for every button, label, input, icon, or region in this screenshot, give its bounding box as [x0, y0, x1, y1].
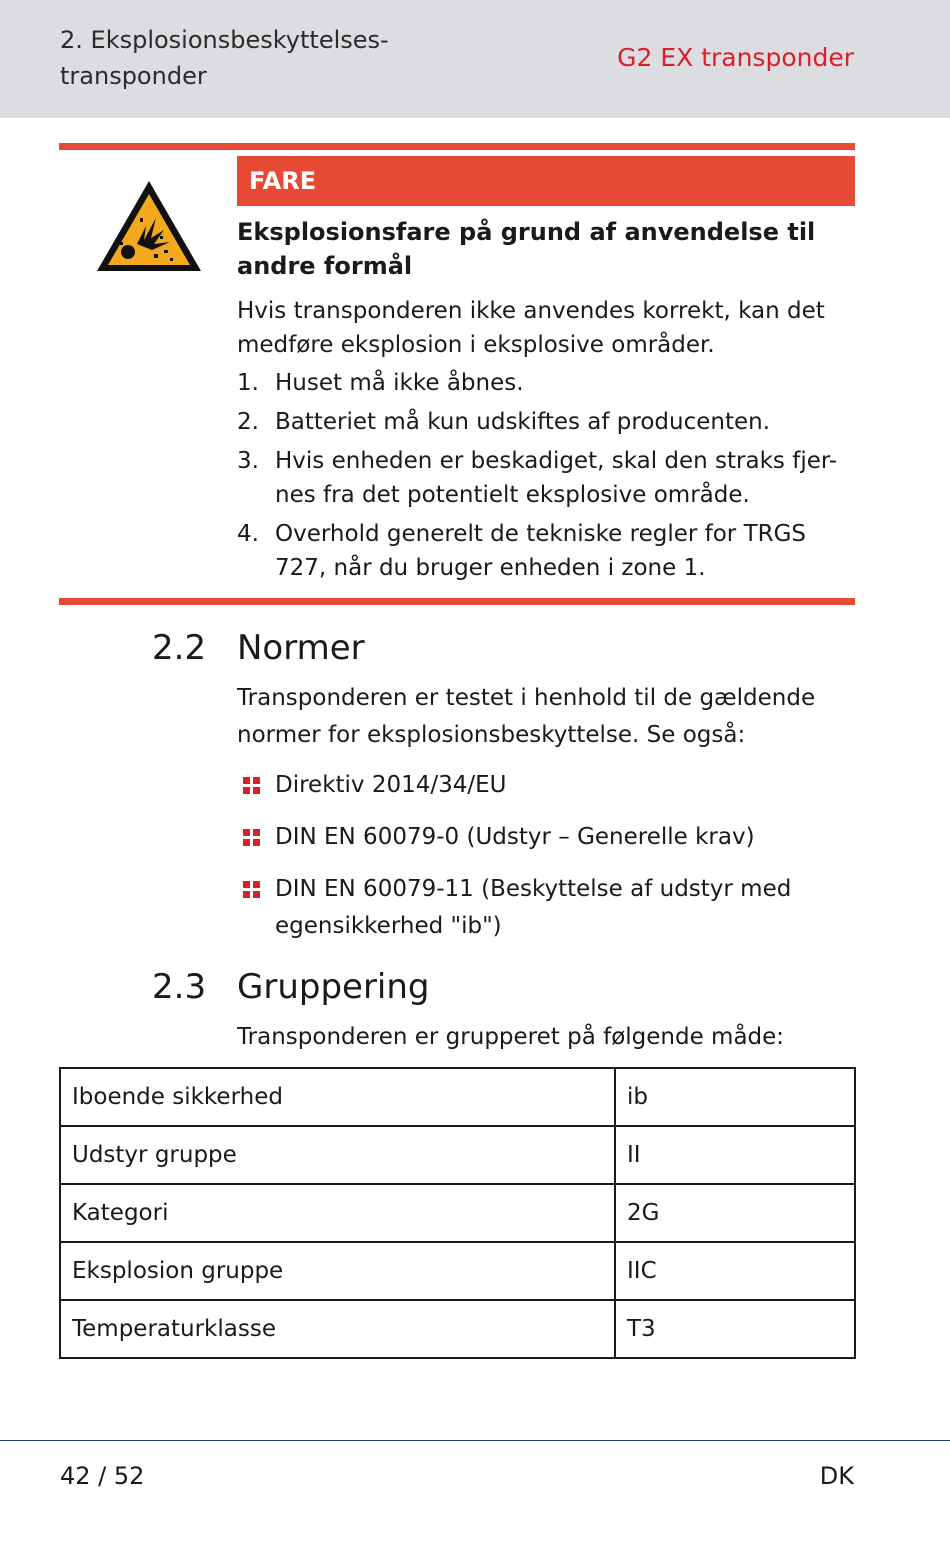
language-code: DK: [819, 1462, 854, 1490]
table-row: [60, 1126, 855, 1184]
table-cell: 2G: [615, 1184, 855, 1242]
norms-list: [237, 767, 857, 960]
section-text: Transponderen er grupperet på følgende måde:: [237, 1024, 785, 1050]
bullet-icon: [243, 777, 261, 795]
danger-title: Eksplosionsfare på grund af anvendelse til andre formål: [237, 218, 816, 280]
table-row: [60, 1300, 855, 1358]
bullet-icon: [243, 881, 261, 899]
step-text: Huset må ikke åbnes.: [275, 370, 524, 396]
table-cell: II: [615, 1126, 855, 1184]
list-item: [237, 517, 857, 585]
list-item: [237, 405, 857, 439]
list-item: [237, 444, 857, 512]
table-row: [60, 1184, 855, 1242]
explosion-warning-icon: [94, 178, 204, 275]
chapter-title: 2. Eksplosionsbeskyttelses-transponder: [60, 26, 389, 90]
table-cell: IIC: [615, 1242, 855, 1300]
section-title: Gruppering: [237, 967, 430, 1007]
list-item: [237, 819, 857, 856]
danger-steps: [237, 366, 857, 590]
page-header: [0, 0, 950, 118]
section-number: 2.2: [152, 628, 207, 668]
step-text: Overhold generelt de tekniske regler for TRGS 727, når du bruger enheden i zone 1.: [275, 521, 807, 581]
danger-banner: FARE: [237, 156, 855, 206]
section-title: Normer: [237, 628, 365, 668]
table-cell: Udstyr gruppe: [60, 1126, 615, 1184]
norm-text: Direktiv 2014/34/EU: [275, 772, 507, 798]
product-name: G2 EX transponder: [617, 43, 854, 72]
table-cell: Temperaturklasse: [60, 1300, 615, 1358]
table-cell: Eksplosion gruppe: [60, 1242, 615, 1300]
section-number: 2.3: [152, 967, 207, 1007]
step-text: Hvis enheden er beskadiget, skal den straks fjer-nes fra det potentielt eksplosive område.: [275, 448, 838, 508]
footer-divider: [0, 1440, 950, 1441]
list-item: [237, 767, 857, 804]
table-cell: Kategori: [60, 1184, 615, 1242]
grouping-table: [59, 1067, 856, 1359]
table-row: [60, 1242, 855, 1300]
list-item: [237, 366, 857, 400]
step-number: 2.: [237, 409, 259, 435]
step-number: 4.: [237, 521, 259, 547]
table-cell: T3: [615, 1300, 855, 1358]
bullet-icon: [243, 829, 261, 847]
table-cell: Iboende sikkerhed: [60, 1068, 615, 1126]
list-item: [237, 871, 857, 945]
norm-text: DIN EN 60079-11 (Beskyttelse af udstyr med egensikkerhed "ib"): [275, 876, 792, 939]
section-text: Transponderen er testet i henhold til de gældende normer for eksplosionsbeskyttelse. Se også:: [237, 685, 816, 748]
step-number: 3.: [237, 448, 259, 474]
step-text: Batteriet må kun udskiftes af producenten.: [275, 409, 771, 435]
table-row: [60, 1068, 855, 1126]
step-number: 1.: [237, 370, 259, 396]
page-number: 42 / 52: [60, 1462, 145, 1490]
table-cell: ib: [615, 1068, 855, 1126]
danger-description: Hvis transponderen ikke anvendes korrekt, kan det medføre eksplosion i eksplosive områder.: [237, 298, 825, 358]
norm-text: DIN EN 60079-0 (Udstyr – Generelle krav): [275, 824, 755, 850]
